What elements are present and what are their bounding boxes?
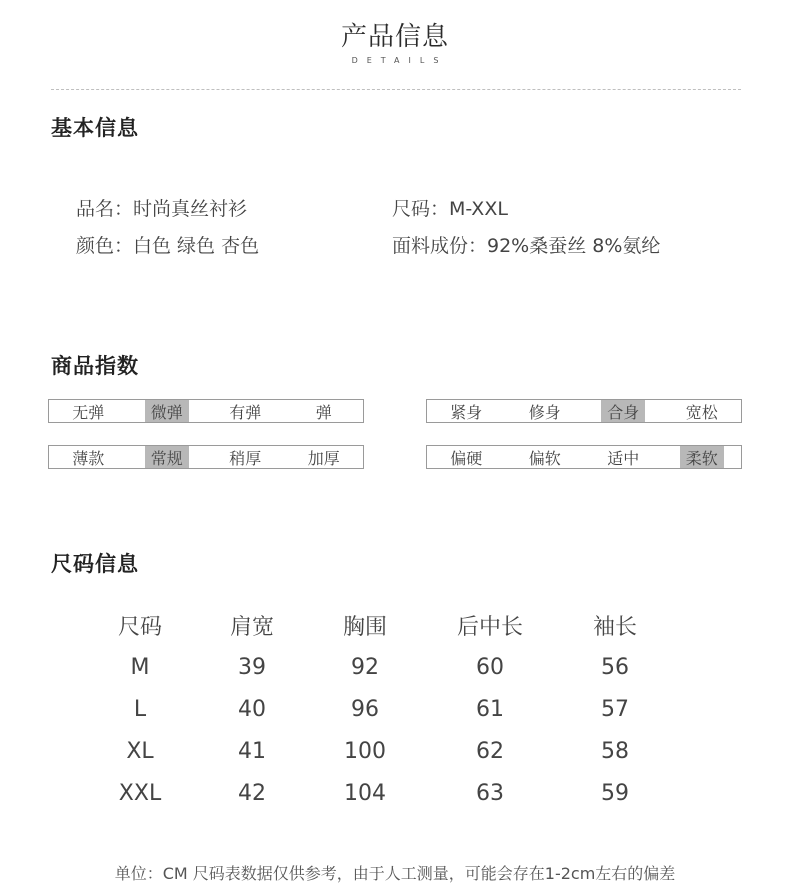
table-cell: M: [130, 655, 150, 680]
table-cell: 40: [238, 697, 266, 722]
product-index-title: 商品指数: [51, 354, 139, 378]
scale-option-selected: 常规: [145, 446, 189, 468]
header-cell: 胸围: [342, 615, 387, 640]
scale-option: 薄款: [72, 448, 105, 468]
scale-option: 有弹: [229, 402, 262, 422]
table-cell: 59: [601, 781, 629, 806]
table-cell: 60: [476, 655, 504, 680]
fit-scale: [426, 399, 742, 423]
header-cell: 肩宽: [229, 615, 274, 640]
scale-option: 修身: [528, 402, 561, 422]
scale-option: 偏硬: [450, 448, 483, 468]
table-cell: 96: [351, 697, 379, 722]
header-cell: 尺码: [117, 615, 162, 640]
scale-option: 适中: [607, 448, 640, 468]
size-info-title: 尺码信息: [51, 552, 139, 576]
header-cell: 后中长: [456, 615, 523, 640]
table-cell: 39: [238, 655, 266, 680]
table-row: [80, 739, 700, 781]
table-cell: 63: [476, 781, 504, 806]
product-size-range: 尺码：M-XXL: [392, 198, 508, 220]
scale-option: 偏软: [528, 448, 561, 468]
product-fabric: 面料成份：92%桑蚕丝 8%氨纶: [392, 235, 661, 257]
table-row: [80, 781, 700, 823]
table-row: [80, 697, 700, 739]
table-cell: 92: [351, 655, 379, 680]
scale-option: 无弹: [72, 402, 105, 422]
table-cell: 62: [476, 739, 504, 764]
product-colors: 颜色：白色 绿色 杏色: [76, 235, 260, 257]
table-cell: 57: [601, 697, 629, 722]
table-cell: 56: [601, 655, 629, 680]
size-table-header: [80, 610, 700, 652]
scale-option: 紧身: [450, 402, 483, 422]
table-cell: 100: [344, 739, 386, 764]
elasticity-scale: [48, 399, 364, 423]
basic-info-title: 基本信息: [51, 116, 139, 140]
scale-option: 弹: [315, 402, 332, 422]
header-cell: 袖长: [592, 615, 637, 640]
page-title: 产品信息: [340, 22, 449, 52]
softness-scale: [426, 445, 742, 469]
table-cell: 61: [476, 697, 504, 722]
table-cell: 42: [238, 781, 266, 806]
table-cell: XL: [126, 739, 154, 764]
table-cell: XXL: [118, 781, 162, 806]
dashed-divider: [51, 89, 741, 90]
table-cell: 58: [601, 739, 629, 764]
thickness-scale: [48, 445, 364, 469]
scale-option-selected: 微弹: [145, 400, 189, 422]
table-cell: 41: [238, 739, 266, 764]
scale-option-selected: 柔软: [680, 446, 724, 468]
scale-option: 加厚: [307, 448, 340, 468]
product-name: 品名：时尚真丝衬衫: [76, 198, 248, 220]
page-subtitle: DETAILS: [351, 56, 448, 65]
table-cell: 104: [344, 781, 386, 806]
scale-option: 宽松: [685, 402, 718, 422]
scale-option-selected: 合身: [601, 400, 645, 422]
measurement-note: 单位：CM 尺码表数据仅供参考，由于人工测量，可能会存在1-2cm左右的偏差: [114, 864, 676, 883]
scale-option: 稍厚: [229, 448, 262, 468]
table-cell: L: [133, 697, 147, 722]
table-row: [80, 655, 700, 697]
